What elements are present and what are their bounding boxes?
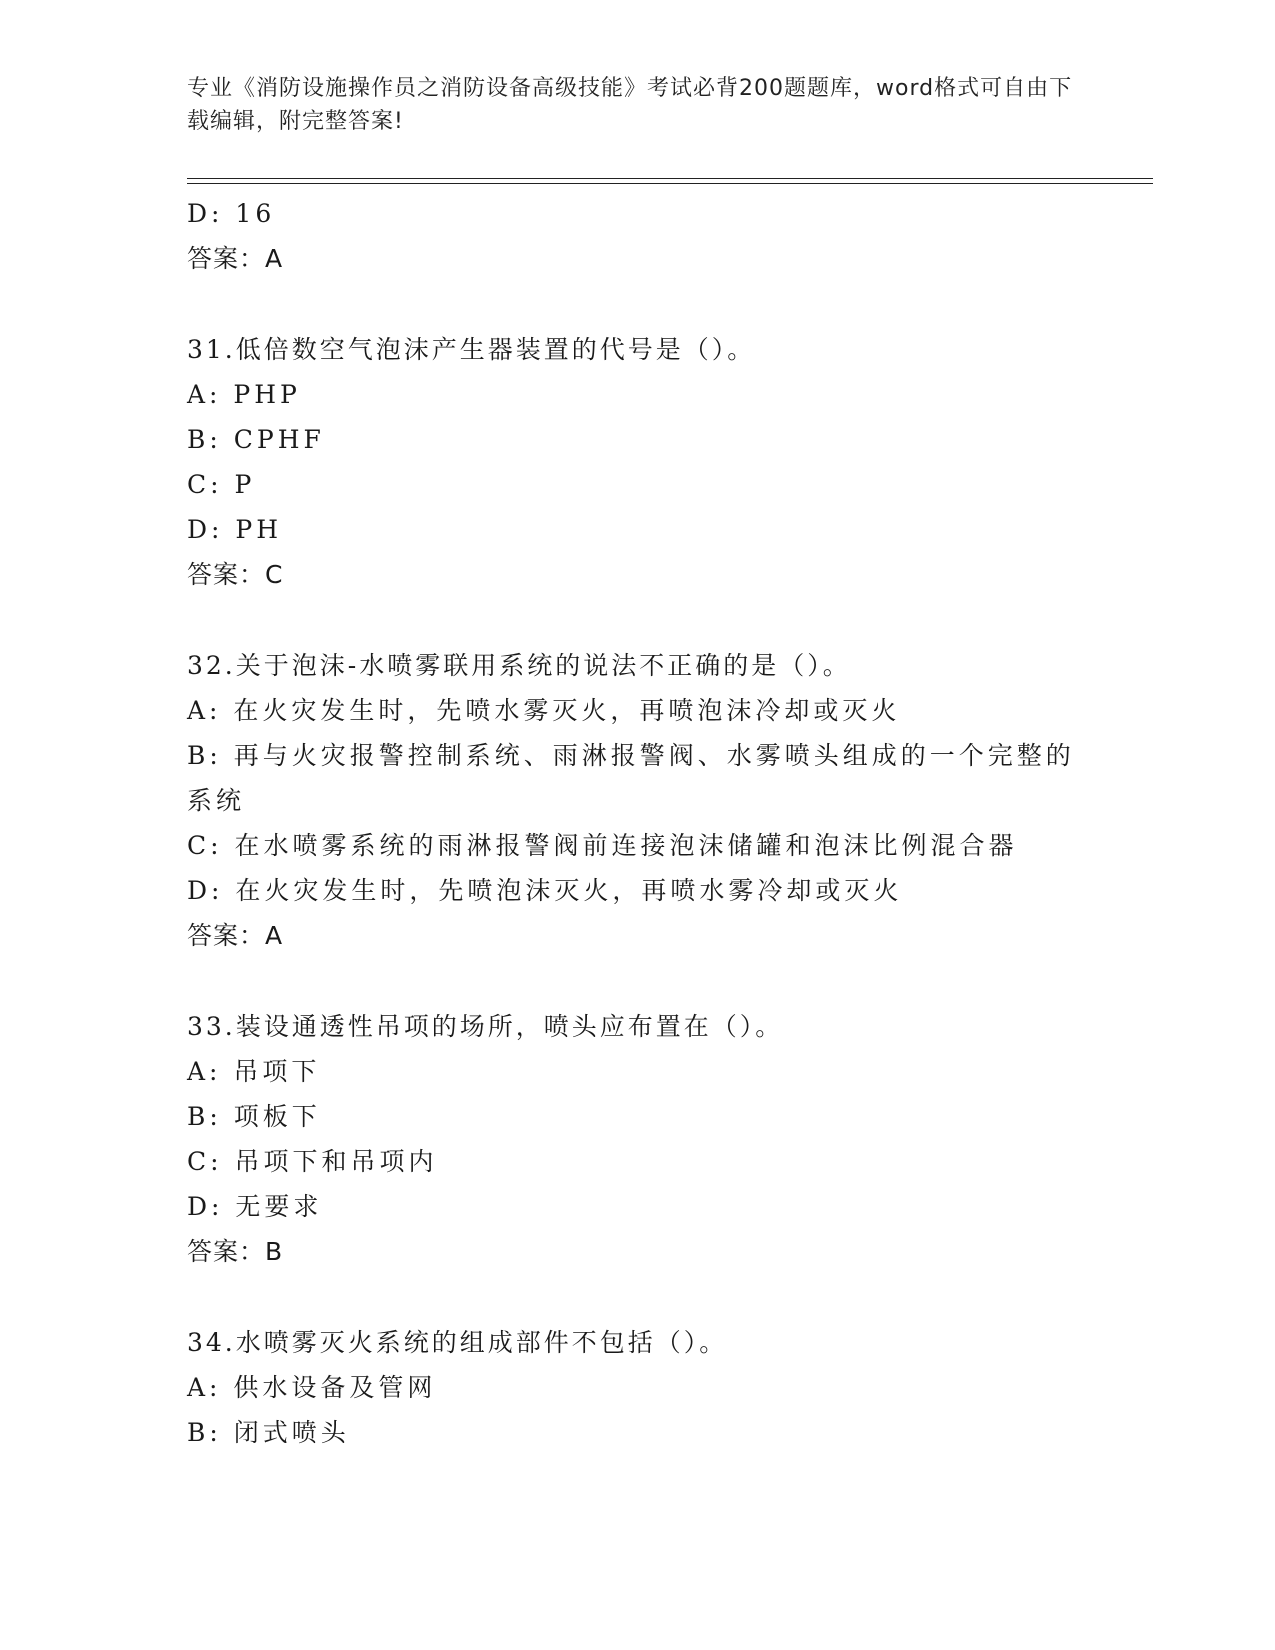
- spacer: [187, 958, 1087, 1004]
- option-c: C: 在水喷雾系统的雨淋报警阀前连接泡沫储罐和泡沫比例混合器: [187, 831, 1018, 860]
- question-31: [187, 327, 1087, 597]
- option-b: B: 项板下: [187, 1102, 321, 1131]
- spacer: [187, 597, 1087, 643]
- header-title: 专业《消防设施操作员之消防设备高级技能》考试必背200题题库，word格式可自由下载编辑，附完整答案!: [187, 76, 1073, 134]
- spacer: [187, 281, 1087, 327]
- page-header: [187, 72, 1087, 138]
- question-stem: 32.关于泡沫-水喷雾联用系统的说法不正确的是（）。: [187, 651, 851, 680]
- option-a: A: 吊项下: [187, 1057, 321, 1086]
- answer-line: 答案：A: [187, 921, 284, 950]
- question-stem: 34.水喷雾灭火系统的组成部件不包括（）。: [187, 1328, 728, 1357]
- header-rule-bottom: [187, 183, 1153, 184]
- option-c: C: 吊项下和吊项内: [187, 1147, 438, 1176]
- question-stem: 31.低倍数空气泡沫产生器装置的代号是（）。: [187, 335, 756, 364]
- option-d: D: 16: [187, 199, 276, 228]
- answer-line: 答案：A: [187, 244, 284, 273]
- option-d: D: PH: [187, 515, 283, 544]
- question-stem: 33.装设通透性吊项的场所，喷头应布置在（）。: [187, 1012, 784, 1041]
- answer-line: 答案：B: [187, 1237, 284, 1266]
- option-a: A: PHP: [187, 380, 301, 409]
- option-a: A: 供水设备及管网: [187, 1373, 437, 1402]
- question-32: [187, 643, 1087, 958]
- option-d: D: 无要求: [187, 1192, 323, 1221]
- answer-line: 答案：C: [187, 560, 284, 589]
- question-33: [187, 1004, 1087, 1274]
- question-34: [187, 1320, 1087, 1455]
- document-body: [187, 191, 1087, 1455]
- option-a: A: 在火灾发生时，先喷水雾灭火，再喷泡沫冷却或灭火: [187, 696, 901, 725]
- option-c: C: P: [187, 470, 256, 499]
- option-b: B: 再与火灾报警控制系统、雨淋报警阀、水雾喷头组成的一个完整的系统: [187, 741, 1075, 815]
- option-b: B: CPHF: [187, 425, 325, 454]
- option-b: B: 闭式喷头: [187, 1418, 350, 1447]
- header-rule-top: [187, 178, 1153, 179]
- option-d: D: 在火灾发生时，先喷泡沫灭火，再喷水雾冷却或灭火: [187, 876, 903, 905]
- spacer: [187, 1274, 1087, 1320]
